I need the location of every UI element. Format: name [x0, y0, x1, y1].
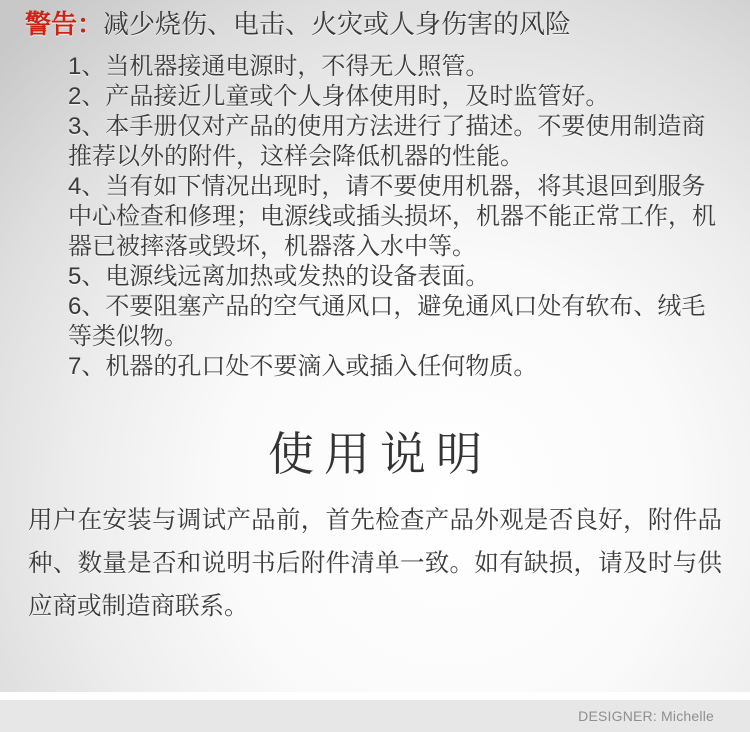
- warning-list-item-1: 1、当机器接通电源时，不得无人照管。: [68, 53, 490, 80]
- divider-strip: [0, 692, 750, 700]
- warning-list-item-2: 2、产品接近儿童或个人身体使用时，及时监管好。: [68, 83, 610, 110]
- warning-list: [68, 52, 722, 382]
- warning-list-item-6: 6、不要阻塞产品的空气通风口，避免通风口处有软布、绒毛等类似物。: [68, 293, 706, 350]
- warning-list-item-5: 5、电源线远离加热或发热的设备表面。: [68, 263, 490, 290]
- footer-bar: [0, 700, 750, 732]
- usage-paragraph: 用户在安装与调试产品前，首先检查产品外观是否良好，附件品种、数量是否和说明书后附件清单一致。如有缺损，请及时与供应商或制造商联系。: [28, 507, 722, 620]
- warning-label: 警告：: [25, 9, 104, 39]
- warning-title: 减少烧伤、电击、火灾或人身伤害的风险: [103, 9, 572, 39]
- warning-heading: [25, 8, 720, 41]
- warning-list-item-4: 4、当有如下情况出现时，请不要使用机器，将其退回到服务中心检查和修理；电源线或插头损坏，机器不能正常工作，机器已被摔落或毁坏，机器落入水中等。: [68, 173, 716, 260]
- warning-list-item-3: 3、本手册仅对产品的使用方法进行了描述。不要使用制造商推荐以外的附件，这样会降低机器的性能。: [68, 113, 706, 170]
- warning-list-item-7: 7、机器的孔口处不要滴入或插入任何物质。: [68, 353, 538, 380]
- designer-credit: DESIGNER: Michelle: [578, 708, 714, 724]
- usage-section-title: 使用说明: [268, 428, 492, 480]
